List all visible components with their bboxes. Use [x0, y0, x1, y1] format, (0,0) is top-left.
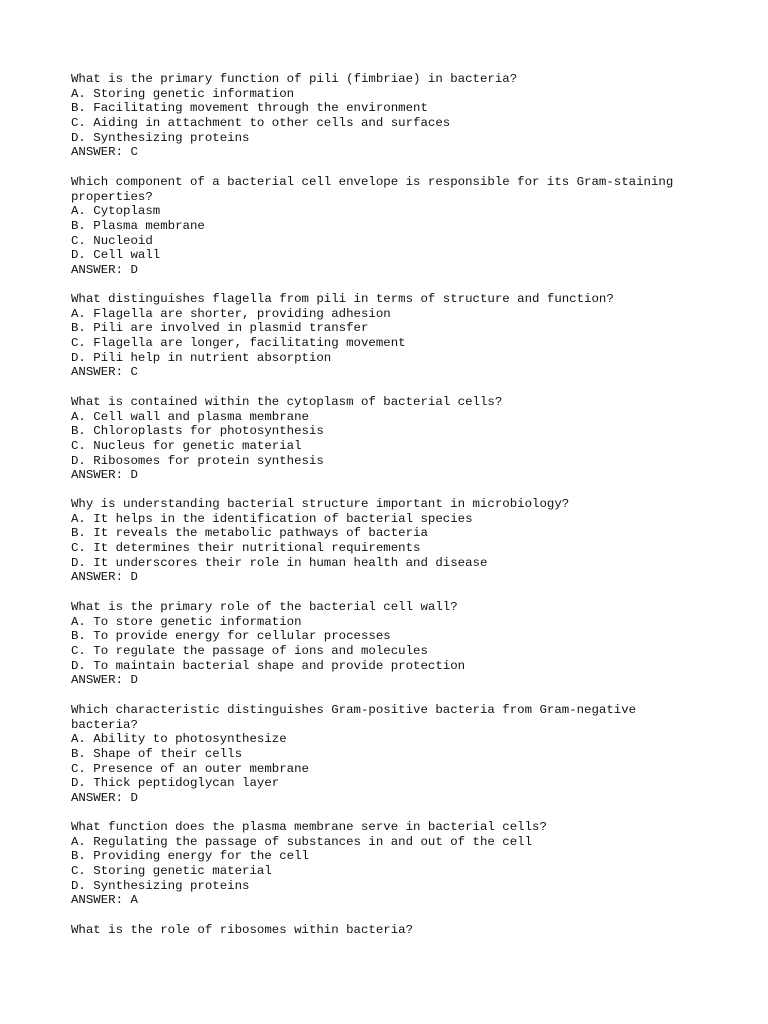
answer-option: C. Aiding in attachment to other cells and surfaces [71, 116, 451, 131]
question-text: Why is understanding bacterial structure important in microbiology? [71, 497, 570, 511]
answer-key: ANSWER: C [71, 365, 138, 380]
question-text: What is contained within the cytoplasm of bacterial cells? [71, 395, 503, 409]
question-block [71, 923, 721, 938]
answer-option: B. Facilitating movement through the environment [71, 101, 428, 116]
answer-option: D. Pili help in nutrient absorption [71, 350, 332, 365]
answer-option: D. To maintain bacterial shape and provide protection [71, 658, 466, 673]
answer-option: D. Ribosomes for protein synthesis [71, 453, 324, 468]
answer-option: B. Shape of their cells [71, 747, 243, 762]
answer-option: C. To regulate the passage of ions and molecules [71, 644, 428, 659]
question-text: bacteria? [71, 717, 138, 732]
answer-option: C. Storing genetic material [71, 864, 272, 879]
question-block [71, 395, 721, 483]
question-text: What is the primary role of the bacterial cell wall? [71, 600, 458, 614]
question-block [71, 72, 721, 160]
answer-key: ANSWER: D [71, 791, 138, 806]
answer-option: B. Plasma membrane [71, 219, 205, 234]
answer-option: B. It reveals the metabolic pathways of bacteria [71, 526, 428, 541]
answer-key: ANSWER: D [71, 570, 138, 585]
question-text: properties? [71, 189, 153, 204]
answer-option: A. Cell wall and plasma membrane [71, 409, 309, 424]
answer-option: D. It underscores their role in human health and disease [71, 555, 488, 570]
answer-option: A. It helps in the identification of bacterial species [71, 511, 473, 526]
answer-key: ANSWER: D [71, 673, 138, 688]
question-text: What function does the plasma membrane serve in bacterial cells? [71, 820, 547, 834]
answer-option: A. Regulating the passage of substances in and out of the cell [71, 834, 533, 849]
answer-option: D. Synthesizing proteins [71, 878, 250, 893]
answer-option: A. Cytoplasm [71, 204, 161, 219]
answer-key: ANSWER: C [71, 145, 138, 160]
answer-option: C. Presence of an outer membrane [71, 761, 309, 776]
answer-option: A. To store genetic information [71, 614, 302, 629]
answer-option: B. Pili are involved in plasmid transfer [71, 321, 369, 336]
answer-option: B. To provide energy for cellular processes [71, 629, 391, 644]
answer-option: D. Synthesizing proteins [71, 130, 250, 145]
question-block [71, 175, 721, 278]
answer-option: C. Nucleus for genetic material [71, 439, 302, 454]
question-block [71, 820, 721, 908]
answer-key: ANSWER: D [71, 468, 138, 483]
answer-option: A. Storing genetic information [71, 86, 295, 101]
question-block [71, 292, 721, 380]
answer-option: A. Ability to photosynthesize [71, 732, 287, 747]
answer-option: C. It determines their nutritional requirements [71, 541, 421, 556]
question-text: What distinguishes flagella from pili in terms of structure and function? [71, 292, 614, 306]
answer-option: B. Providing energy for the cell [71, 849, 309, 864]
question-block [71, 600, 721, 688]
answer-option: D. Thick peptidoglycan layer [71, 776, 280, 791]
answer-option: A. Flagella are shorter, providing adhesion [71, 306, 391, 321]
answer-option: C. Nucleoid [71, 233, 153, 248]
question-text: What is the role of ribosomes within bacteria? [71, 923, 414, 937]
answer-option: D. Cell wall [71, 248, 161, 263]
question-block [71, 703, 721, 806]
question-text: Which component of a bacterial cell envelope is responsible for its Gram-staining [71, 175, 674, 189]
answer-key: ANSWER: D [71, 263, 138, 278]
question-block [71, 497, 721, 585]
answer-option: B. Chloroplasts for photosynthesis [71, 424, 324, 439]
question-text: What is the primary function of pili (fimbriae) in bacteria? [71, 72, 518, 86]
answer-option: C. Flagella are longer, facilitating movement [71, 336, 406, 351]
answer-key: ANSWER: A [71, 893, 138, 908]
question-text: Which characteristic distinguishes Gram-positive bacteria from Gram-negative [71, 703, 637, 717]
